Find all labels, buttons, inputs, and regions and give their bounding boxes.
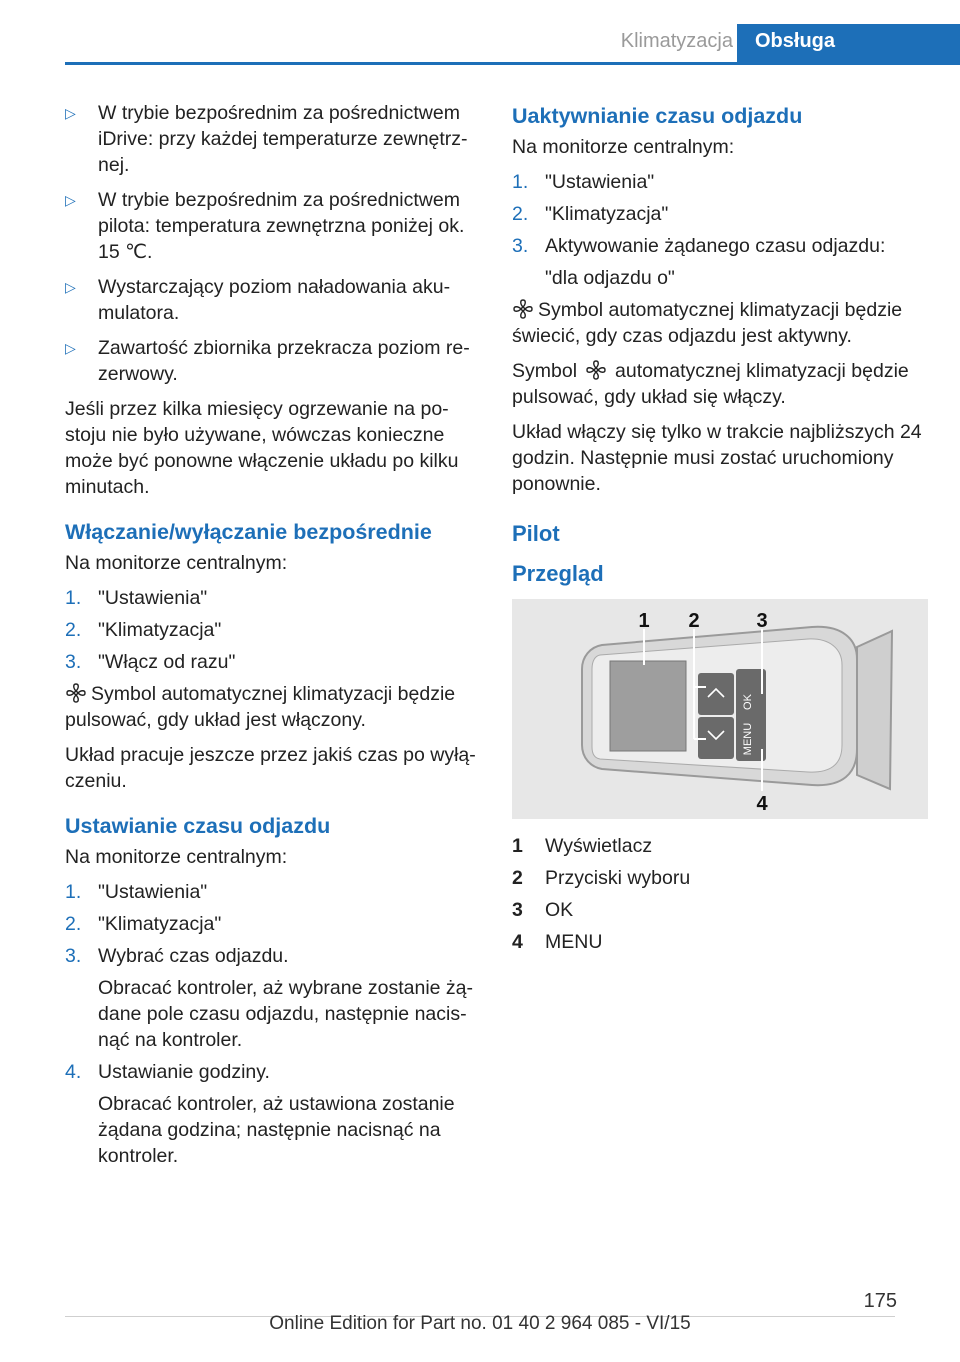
remote-key-illustration [512,599,928,819]
callout-label: 3 [756,610,768,632]
requirements-list [65,100,477,387]
fan-icon [512,299,534,319]
list-item: 4. Ustawianie godziny. Obracać kontroler, aż ustawiona zostanie żądana godzina; następnie nacisnąć na kontroler. [65,1061,455,1167]
callout-label: 4 [756,793,768,815]
steps-list [512,169,932,291]
list-item: ▷ Wystarczający poziom naładowania akumulatora. [65,276,451,324]
ok-button-label: OK [742,694,754,710]
callout-label: 1 [638,610,650,632]
list-item: ▷ W trybie bezpośrednim za pośrednictwem iDrive: przy każdej temperaturze zewnętrznej. [65,102,468,176]
list-item: ▷ W trybie bezpośrednim za pośrednictwem pilota: temperatura zewnętrzna poniżej ok. 15 ℃. [65,189,465,263]
section-heading: Ustawianie czasu odjazdu [65,814,331,838]
section-heading: Uaktywnianie czasu odjazdu [512,104,803,128]
list-item: ▷ Zawartość zbiornika przekracza poziom rezerwowy. [65,337,470,385]
paragraph: Na monitorze centralnym: [65,552,288,574]
legend-item: 1 Wyświetlacz [512,835,653,857]
fan-icon [65,683,87,703]
callout-label: 2 [688,610,700,632]
fan-icon [585,360,607,380]
list-item: 2. "Klimatyzacja" [65,913,222,935]
paragraph: Na monitorze centralnym: [512,136,735,158]
triangle-bullet-icon: ▷ [65,105,76,121]
paragraph: Symbol automatycznej klimatyzacji będzie pulsować, gdy układ się włączy. [512,360,909,408]
steps-list [65,585,477,675]
section-heading: Przegląd [512,561,604,586]
edition-footer: Online Edition for Part no. 01 40 2 964 085 - VI/15 [269,1313,691,1334]
figure-legend [512,833,932,955]
list-item: 1. "Ustawienia" [512,171,655,193]
paragraph: Na monitorze centralnym: [65,846,288,868]
list-item: 2. "Klimatyzacja" [512,203,669,225]
section-heading: Pilot [512,521,560,546]
left-column [65,100,477,1175]
paragraph: Symbol automatycznej klimatyzacji będzie świecić, gdy czas odjazdu jest aktywny. [512,299,903,347]
section-heading: Włączanie/wyłączanie bezpośrednie [65,520,432,544]
list-item: 2. "Klimatyzacja" [65,619,222,641]
active-tab[interactable]: Obsługa [737,24,960,62]
page-number: 175 [863,1290,897,1312]
triangle-bullet-icon: ▷ [65,192,76,208]
triangle-bullet-icon: ▷ [65,340,76,356]
legend-item: 2 Przyciski wyboru [512,867,691,889]
triangle-bullet-icon: ▷ [65,279,76,295]
remote-key-figure [512,599,928,819]
paragraph: Układ pracuje jeszcze przez jakiś czas po wyłączeniu. [65,744,476,792]
list-item: 1. "Ustawienia" [65,881,208,903]
page-header [65,24,960,65]
list-item: 1. "Ustawienia" [65,587,208,609]
list-item: 3. Wybrać czas odjazdu. Obracać kontroler, aż wybrane zostanie żądane pole czasu odjazdu, następnie nacisnąć na kontroler. [65,945,474,1051]
section-tab[interactable]: Klimatyzacja [620,30,733,52]
paragraph: Układ włączy się tylko w trakcie najbliższych 24 godzin. Następnie musi zostać uruchomiony ponownie. [512,421,922,495]
right-column [512,100,932,961]
legend-item: 4 MENU [512,931,603,953]
list-item: 3. Aktywowanie żądanego czasu odjazdu: "dla odjazdu o" [512,235,886,289]
steps-list [65,879,477,1169]
legend-item: 3 OK [512,899,574,921]
menu-button-label: MENU [742,722,754,756]
list-item: 3. "Włącz od razu" [65,651,236,673]
paragraph: Jeśli przez kilka miesięcy ogrzewanie na postoju nie było używane, wówczas konieczne może być ponowne włączenie układu po kilku minutach. [65,398,459,498]
paragraph: Symbol automatycznej klimatyzacji będzie pulsować, gdy układ jest włączony. [65,683,456,731]
